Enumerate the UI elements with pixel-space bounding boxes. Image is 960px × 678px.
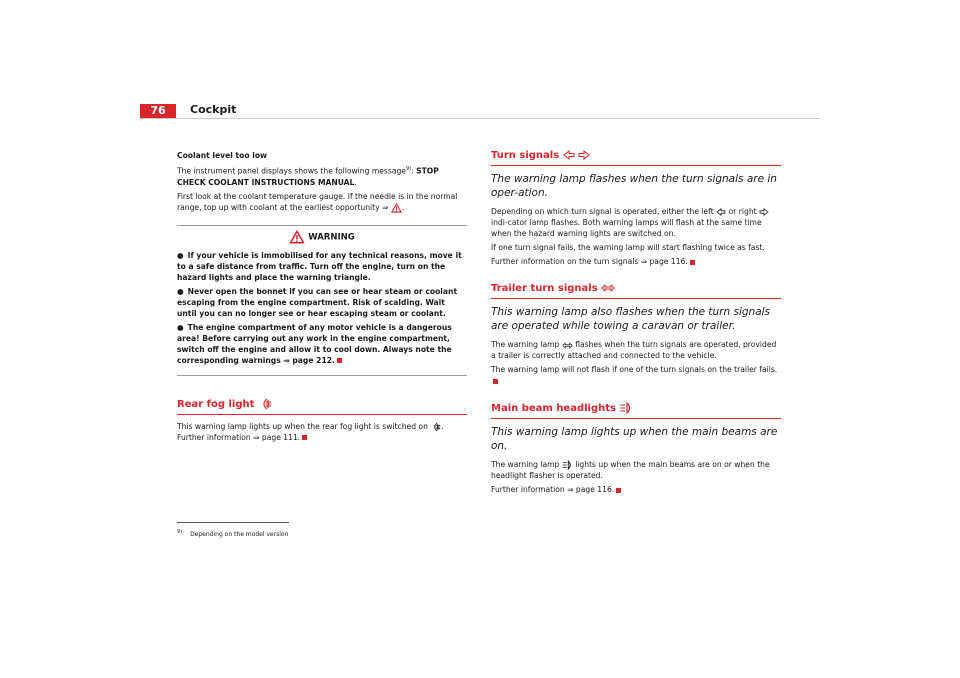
trailer-p1-a: The warning lamp (491, 340, 560, 349)
turn-p3-text: Further information on the turn signals ⇒ page 116. (491, 257, 688, 266)
end-mark (337, 358, 342, 363)
left-column (177, 150, 467, 446)
trailer-turn-signal-icon (562, 342, 573, 349)
beam-p2-text: Further information ⇒ page 116. (491, 485, 615, 494)
footnote-rule (177, 522, 289, 523)
turn-p1-b: or right (728, 207, 757, 216)
turn-signals-heading (491, 150, 781, 166)
rear-fog-light-icon (258, 398, 272, 410)
coolant-message: STOP CHECK COOLANT INSTRUCTIONS MANUAL (177, 166, 439, 187)
trailer-lead: This warning lamp also flashes when the turn signals are operated while towing a caravan or trailer. (491, 306, 771, 332)
warning-item-text: Never open the bonnet if you can see or hear steam or coolant escaping from the engine compartment. Risk of scalding. Wait until you can no longer see or hear escaping steam or coolant. (177, 286, 458, 318)
end-mark (302, 435, 307, 440)
warning-triangle-icon (391, 203, 402, 213)
beam-p1-b: lights up when the main beams are on or when the headlight flasher is operated. (491, 460, 770, 480)
page-number: 76 (140, 104, 176, 118)
trailer-turn-signal-icon (601, 284, 615, 292)
footnote (177, 529, 288, 538)
main-beam-heading (491, 402, 781, 419)
footnote-mark: 9) (177, 529, 183, 535)
trailer-paragraph-1 (491, 339, 781, 361)
warning-triangle-icon (289, 230, 305, 244)
trailer-p2-text: The warning lamp will not flash if one of the turn signals on the trailer fails. (491, 365, 778, 374)
warning-item-text: If your vehicle is immobilised for any technical reasons, move it to a safe distance from traffic. Turn off the engine, turn on the hazard lights and place the warning triangle. (177, 250, 462, 282)
coolant-paragraph-1 (177, 164, 467, 188)
turn-right-icon (759, 208, 769, 216)
rear-fog-light-icon (430, 422, 441, 432)
turn-signals-section (491, 150, 781, 267)
turn-paragraph-3 (491, 256, 781, 267)
header-rule (140, 118, 820, 119)
end-mark (493, 379, 498, 384)
warning-item (177, 286, 467, 319)
coolant-p1-colon: : (411, 166, 417, 176)
fog-paragraph (177, 421, 467, 443)
end-mark (690, 260, 695, 265)
warning-item-text: The engine compartment of any motor vehicle is a dangerous area! Before carrying out any work in the engine compartment, switch off the engine and allow it to cool down. Always note the corresponding warnings ⇒ page 212. (177, 322, 452, 365)
page-title: Cockpit (190, 103, 237, 116)
beam-paragraph-2 (491, 484, 781, 495)
fog-heading-text: Rear fog light (177, 398, 255, 410)
trailer-heading (491, 283, 781, 299)
turn-paragraph-1 (491, 206, 781, 239)
trailer-section (491, 283, 781, 386)
fog-text-a: This warning lamp lights up when the rear fog light is switched on (177, 421, 428, 431)
trailer-p1-b: flashes when the turn signals are operated, provided a trailer is correctly attached and connected to the vehicle. (491, 340, 777, 360)
coolant-p1-end: . (354, 177, 357, 187)
coolant-p2-text: First look at the coolant temperature gauge. If the needle is in the normal range, top up with coolant at the earliest opportunity ⇒ (177, 191, 458, 212)
main-beam-section (491, 402, 781, 495)
warning-item (177, 250, 467, 283)
trailer-heading-text: Trailer turn signals (491, 283, 598, 294)
right-column (491, 150, 781, 507)
fog-heading (177, 398, 467, 415)
footnote-ref: 9) (405, 166, 412, 172)
warning-label: WARNING (308, 232, 355, 243)
turn-p1-a: Depending on which turn signal is operated, either the left (491, 207, 714, 216)
bullet-icon: ● (177, 250, 184, 260)
turn-right-icon (578, 150, 590, 160)
main-beam-icon (562, 460, 573, 470)
main-beam-icon (619, 402, 633, 414)
coolant-heading: Coolant level too low (177, 151, 268, 160)
turn-p1-c: indi-cator lamp flashes. Both warning lamps will flash at the same time when the hazard warning lights are switched on. (491, 218, 762, 238)
trailer-paragraph-2 (491, 364, 781, 386)
beam-heading-text: Main beam headlights (491, 403, 616, 414)
turn-left-icon (716, 208, 726, 216)
bullet-icon: ● (177, 322, 184, 332)
coolant-paragraph-2: First look at the coolant temperature gauge. If the needle is in the normal range, top up with coolant at the earliest opportunity ⇒ . (177, 191, 458, 212)
turn-paragraph-2: If one turn signal fails, the warning lamp will start flashing twice as fast. (491, 243, 765, 252)
end-mark (616, 488, 621, 493)
bullet-icon: ● (177, 286, 184, 296)
turn-left-icon (563, 150, 575, 160)
warning-item (177, 322, 467, 366)
warning-header (177, 230, 467, 244)
turn-heading-text: Turn signals (491, 150, 560, 161)
beam-paragraph-1 (491, 459, 781, 481)
turn-lead: The warning lamp flashes when the turn signals are in oper-ation. (491, 173, 777, 199)
warning-box (177, 225, 467, 376)
footnote-text: Depending on the model version (190, 531, 289, 538)
coolant-p1-text: The instrument panel displays shows the following message (177, 166, 406, 176)
beam-lead: This warning lamp lights up when the main beams are on. (491, 426, 778, 452)
fog-text-b: . Further information ⇒ page 111. (177, 421, 444, 442)
beam-p1-a: The warning lamp (491, 460, 560, 469)
